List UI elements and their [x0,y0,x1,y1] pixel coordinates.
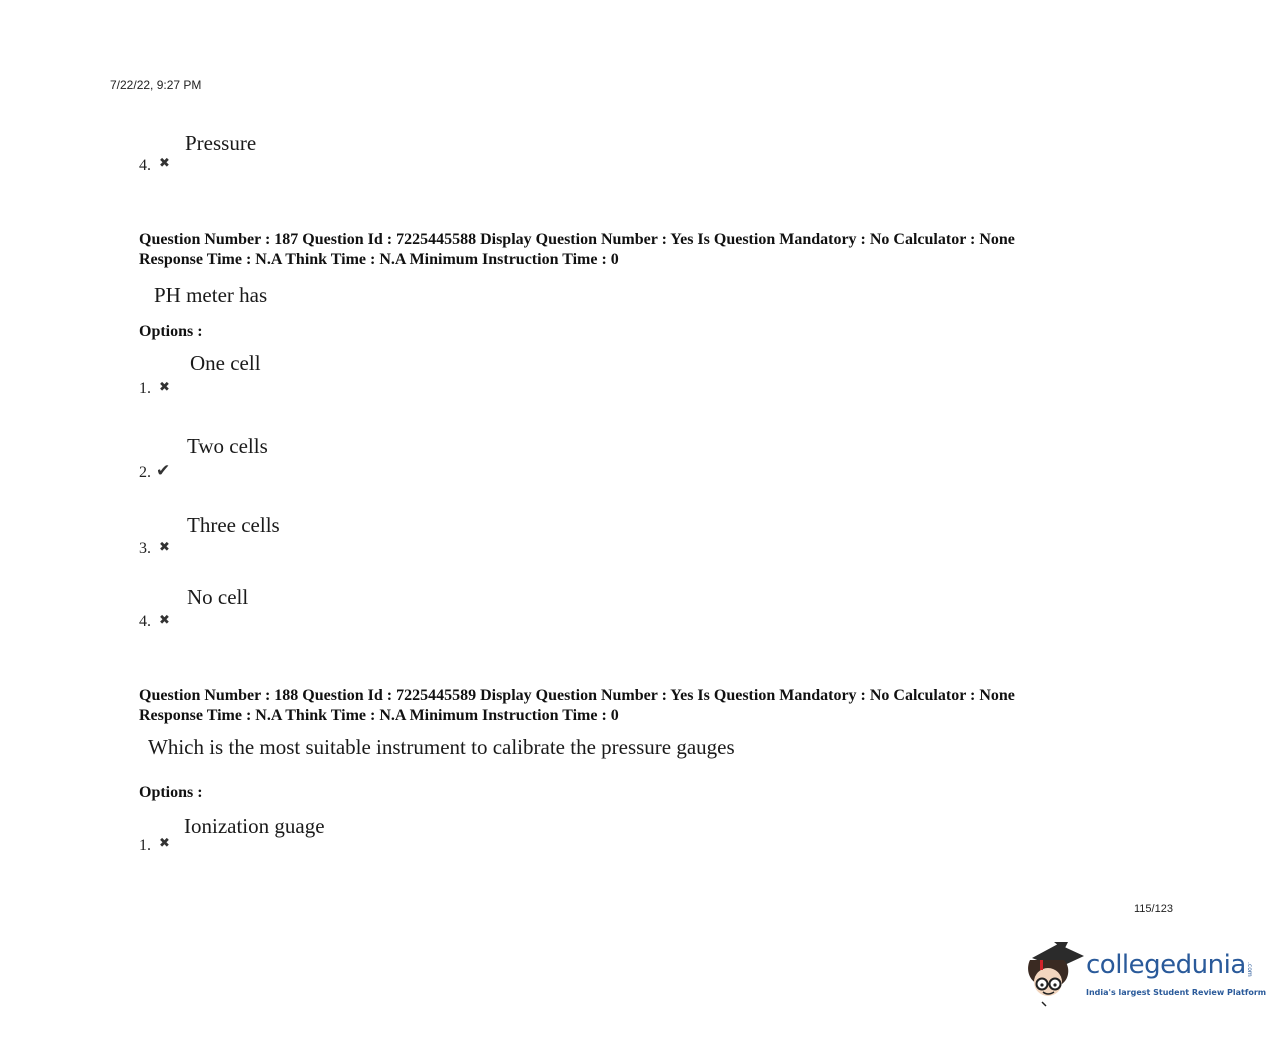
option-text: Pressure [185,131,257,155]
options-label: Options : [139,323,203,340]
question-meta-line2: Response Time : N.A Think Time : N.A Minimum Instruction Time : 0 [139,251,619,268]
option-text: Ionization guage [184,814,325,838]
option-text: Three cells [187,513,280,537]
question-meta [139,686,1015,726]
option-number: 2. [139,464,151,481]
logo-wordmark: collegedunia [1086,950,1246,980]
options-label: Options : [139,784,203,801]
question-meta-line1: Question Number : 188 Question Id : 7225445589 Display Question Number : Yes Is Question Mandatory : No Calculator : None [139,687,1015,704]
print-timestamp: 7/22/22, 9:27 PM [110,78,202,92]
option-number: 4. [139,613,151,630]
question-meta [139,230,1015,270]
question-meta-line2: Response Time : N.A Think Time : N.A Minimum Instruction Time : 0 [139,707,619,724]
cross-icon: ✖ [159,156,170,171]
logo-tagline: India's largest Student Review Platform [1086,988,1267,997]
cross-icon: ✖ [159,836,170,851]
mascot-icon [1024,940,1084,1008]
page-number: 115/123 [1134,903,1173,915]
logo-suffix: .com [1246,962,1253,977]
option-number: 1. [139,380,151,397]
option-text: One cell [190,351,261,375]
option-number: 4. [139,157,151,174]
option-text: No cell [187,585,249,609]
question-text: Which is the most suitable instrument to calibrate the pressure gauges [148,735,735,759]
check-icon: ✔ [156,461,171,481]
question-meta-line1: Question Number : 187 Question Id : 7225445588 Display Question Number : Yes Is Question Mandatory : No Calculator : None [139,231,1015,248]
option-number: 1. [139,837,151,854]
option-number: 3. [139,540,151,557]
cross-icon: ✖ [159,380,170,395]
option-text: Two cells [187,434,268,458]
question-text: PH meter has [154,283,268,307]
cross-icon: ✖ [159,613,170,628]
collegedunia-logo[interactable] [1024,940,1267,1008]
cross-icon: ✖ [159,540,170,555]
